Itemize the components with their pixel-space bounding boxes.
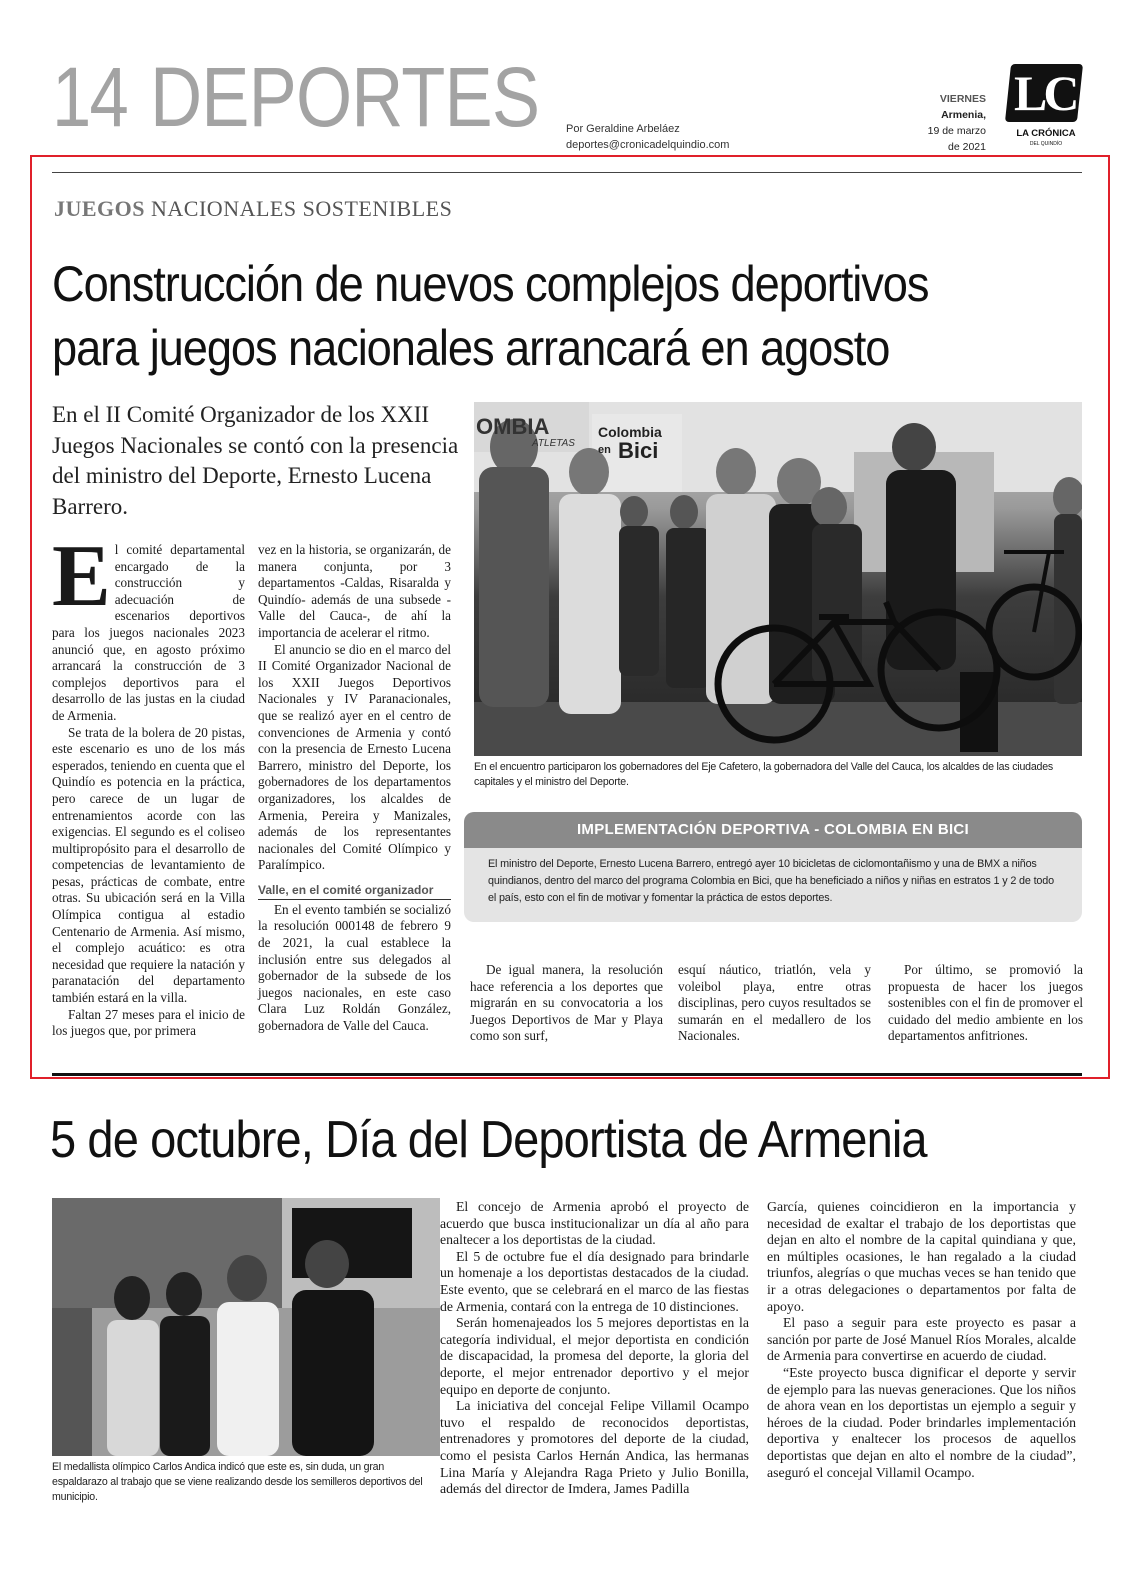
info-box-text: El ministro del Deporte, Ernesto Lucena Barrero, entregó ayer 10 bicicletas de ciclomontañismo y una de BMX a niños quindianos, dentro del marco del programa Colombia en Bici, que ha beneficiado a niños y niñas en estratos 1 y 2 de todo el país, esto con el fin de motivar y fomentar la práctica de estos deportes. (488, 858, 1054, 904)
paragraph: Serán homenajeados los 5 mejores deportistas en la categoría individual, el mejor deportista en condición de discapacidad, la promesa del deporte, la gloria del deporte, el mejor entrenador deportivo y el mejor equipo en deporte de conjunto. (440, 1315, 749, 1397)
paragraph: l comité departamental encargado de la construcción y adecuación de escenarios deportivos para los juegos nacionales 2023 anunció que, en agosto próximo arrancará la construcción de 3 complejos deportivos para el desarrollo de las justas en la ciudad de Armenia. (52, 542, 245, 723)
date-day-month: 19 de marzo (927, 125, 986, 137)
photo-sign-bici: Bici (618, 438, 659, 463)
photo-sign-ombia: OMBIA (476, 414, 550, 439)
paragraph: El anuncio se dio en el marco del II Comité Organizador Nacional de los XXII Juegos Deportivos Nacionales y IV Paranacionales, que se realizó ayer en el centro de convenciones de Armenia y contó con la presencia de Ernesto Lucena Barrero, ministro del Deporte, los gobernadores de los departamentos organizadores, los alcaldes de Armenia, Pereira y Manizales, además de los representantes nacionales del Comité Olímpico y Paralímpico. (258, 641, 451, 873)
kicker-bold: JUEGOS (54, 196, 146, 221)
paragraph: vez en la historia, se organizarán, de manera conjunta, por 3 departamentos -Caldas, Risaralda y Quindío- además de una subsede -Valle del Cauca-, de ahí la importancia de acelerar el ritmo. (258, 542, 451, 640)
story2-photo (52, 1198, 440, 1456)
event-photo (474, 402, 1082, 756)
paragraph: En el evento también se socializó la resolución 000148 de febrero 9 de 2021, la cual establece la inclusión entre sus delegados al gobernador de la subsede de los juegos nacionales, en este caso Clara Luz Roldán González, gobernadora de Valle del Cauca. (258, 901, 451, 1034)
date-year: de 2021 (948, 141, 986, 153)
paragraph: “Este proyecto busca dignificar el deporte y servir de ejemplo para las nuevas generaciones. Que los niños de ahora vean en los deportistas un ejemplo a seguir y héroes de la ciudad. Poder brindarles implementación deportiva y enaltecer los procesos de aquellos deportistas que dejan en alto el nombre de la ciudad”, aseguró el concejal Villamil Ocampo. (767, 1364, 1076, 1480)
story2-headline: 5 de octubre, Día del Deportista de Armenia (50, 1111, 927, 1169)
headline-line-2: para juegos nacionales arrancará en agosto (52, 320, 890, 376)
paragraph: García, quienes coincidieron en la importancia y necesidad de exaltar el trabajo de los deportistas que dejan en alto el nombre de la capital quindiana y que, en múltiples ocasiones, le han regalado a la ciudad triunfos, alegrías o que muchas veces se han tenido que ir a otras delegaciones o departamentos por falta de apoyo. (767, 1199, 1076, 1314)
byline-author: Por Geraldine Arbeláez (566, 123, 680, 135)
story-kicker (54, 196, 452, 222)
paragraph: El 5 de octubre fue el día designado para brindarle un homenaje a los deportistas destacados de la ciudad. Este evento, que se celebrará en el marco de las fiestas de Armenia, contará con la entrega de 10 distinciones. (440, 1248, 749, 1314)
info-box-title: IMPLEMENTACIÓN DEPORTIVA - COLOMBIA EN BICI (464, 812, 1082, 848)
paragraph: La iniciativa del concejal Felipe Villamil Ocampo tuvo el respaldo de reconocidos deportistas, entrenadores y promotores del deporte de la ciudad, como el pesista Carlos Hernán Andica, las hermanas Lina María y Alejandra Raga Prieto y Julio Bonilla, además del director de Imdera, James Padilla (440, 1398, 749, 1497)
story-deck: En el II Comité Organizador de los XXII Juegos Nacionales se contó con la presencia del ministro del Deporte, Ernesto Lucena Barrero. (52, 402, 459, 519)
photo-sign-atletas: ATLETAS (532, 438, 575, 449)
logo-letters: LC (1014, 65, 1076, 121)
date-day: VIERNES (939, 93, 986, 105)
paragraph: Por último, se promovió la propuesta de hacer los juegos sostenibles con el fin de promover el cuidado del medio ambiente en los departamentos anfitriones. (888, 962, 1083, 1044)
paragraph: De igual manera, la resolución hace referencia a los deportes que migrarán en su convocatoria a los Juegos Deportivos de Mar y Playa como son surf, (470, 962, 663, 1044)
logo-name: LA CRÓNICA (1016, 128, 1076, 139)
story1-column-4 (678, 962, 871, 1045)
date-city: Armenia, (941, 109, 986, 121)
paragraph: Faltan 27 meses para el inicio de los juegos que, por primera (52, 1006, 245, 1039)
story-divider (52, 1073, 1082, 1076)
paragraph: El concejo de Armenia aprobó el proyecto de acuerdo que busca institucionalizar un día al año para enaltecer a los deportistas de la ciudad. (440, 1199, 749, 1248)
story-headline (52, 252, 928, 380)
paragraph: Se trata de la bolera de 20 pistas, este escenario es uno de los más esperados, teniendo en cuenta que el Quindío es potencia en la práctica, pero carece de un lugar de entrenamientos acorde con las exigencias. El segundo es el coliseo multipropósito para el desarrollo de competencias de levantamiento de pesas, prácticas de combate, entre otras. Su ubicación será en la Villa Olímpica contigua al estadio Centenario de Armenia. Así mismo, el complejo acuático: es otra necesidad que requiere la natación y paranatación del departamento también estará en la villa. (52, 724, 245, 1006)
story1-column-1 (52, 528, 245, 1040)
story2-photo-caption: El medallista olímpico Carlos Andica indicó que este es, sin duda, un gran espaldarazo al trabajo que se viene realizando desde los semilleros deportivos del municipio. (52, 1461, 423, 1503)
story1-column-3 (470, 962, 663, 1045)
logo (1006, 62, 1086, 158)
header-rule (52, 172, 1082, 173)
info-box (464, 812, 1082, 922)
photo-sign-colombia: Colombia (598, 424, 662, 440)
photo-sign-en: en (598, 444, 611, 456)
story2-column-1 (440, 1199, 749, 1498)
paragraph: El paso a seguir para este proyecto es pasar a sanción por parte de José Manuel Ríos Morales, alcalde de Armenia para convertirse en acuerdo de ciudad. (767, 1315, 1076, 1364)
byline-email[interactable]: deportes@cronicadelquindio.com (566, 139, 730, 151)
headline-line-1: Construcción de nuevos complejos deportivos (52, 256, 929, 312)
story2-photo-scene (52, 1198, 440, 1456)
date-block (880, 91, 986, 155)
kicker-rest: NACIONALES SOSTENIBLES (151, 196, 453, 221)
paragraph: esquí náutico, triatlón, vela y voleibol playa, entre otras disciplinas, pero cuyos resultados se sumarán en el medallero de los Nacionales. (678, 962, 871, 1044)
event-photo-scene (474, 402, 1082, 756)
story1-column-5 (888, 962, 1083, 1045)
logo-sub: DEL QUINDÍO (1029, 141, 1063, 147)
page-number: 14 (52, 50, 128, 144)
subhead: Valle, en el comité organizador (258, 882, 451, 900)
story2-column-2 (767, 1199, 1076, 1481)
section-title: DEPORTES (150, 50, 540, 144)
story1-column-2 (258, 542, 451, 1035)
photo-caption: En el encuentro participaron los gobernadores del Eje Cafetero, la gobernadora del Valle del Cauca, los alcaldes de las ciudades capitales y el ministro del Deporte. (474, 761, 1054, 788)
dropcap: E (52, 528, 111, 625)
